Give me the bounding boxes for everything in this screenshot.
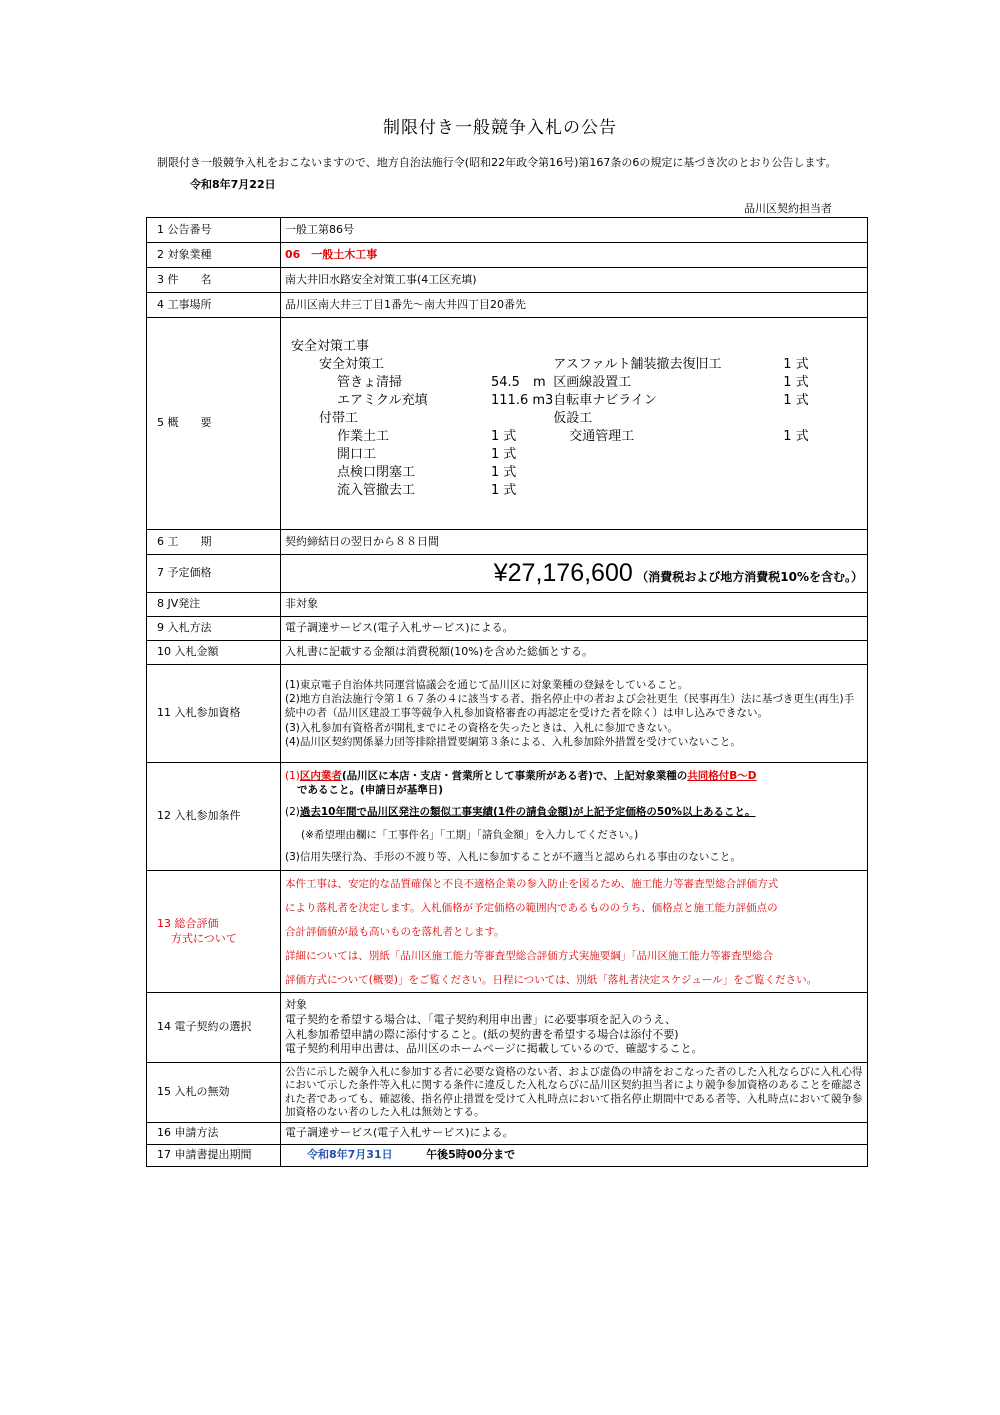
evaluation-text: 合計評価値が最も高いものを落札者とします。 xyxy=(285,925,505,938)
row-label: 9 入札方法 xyxy=(147,617,281,641)
overview-header: 安全対策工事 xyxy=(291,339,370,355)
overview-item: 作業土工 xyxy=(337,429,390,445)
price-cell xyxy=(281,555,868,593)
e-contract-text: 対象 xyxy=(285,997,307,1011)
label-line: 13 総合評価 xyxy=(157,916,219,930)
evaluation-text: により落札者を決定します。入札価格が予定価格の範囲内であるもののうち、価格点と施工能力評価点の xyxy=(285,901,778,914)
row-label: 15 入札の無効 xyxy=(147,1063,281,1123)
row-e-contract xyxy=(147,993,868,1063)
row-conditions xyxy=(147,763,868,871)
row-bid-amount xyxy=(147,641,868,665)
overview-item: 点検口閉塞工 xyxy=(337,465,416,481)
row-project-name xyxy=(147,268,868,293)
condition-2 xyxy=(285,805,863,819)
qualifications-cell xyxy=(281,665,868,763)
row-overview xyxy=(147,318,868,530)
overview-item: 交通管理工 xyxy=(569,429,635,445)
condition-text: 過去10年間で品川区発注の類似工事実績(1件の請負金額)が上記予定価格の50%以上あること。 xyxy=(299,806,756,819)
overview-qty: 1 式 xyxy=(491,465,517,481)
overview-item: 管きょ清掃 xyxy=(337,375,403,391)
row-location xyxy=(147,293,868,318)
qualification-item: (3)入札参加有資格者が開札までにその資格を失ったときは、入札に参加できない。 xyxy=(285,721,678,734)
row-value: 南大井旧水路安全対策工事(4工区充填) xyxy=(281,268,868,293)
overview-cell xyxy=(281,318,868,530)
row-period xyxy=(147,530,868,555)
price-note: （消費税および地方消費税10%を含む。） xyxy=(636,569,863,584)
overview-item: 仮設工 xyxy=(553,411,593,427)
overview-item: 自転車ナビライン xyxy=(553,393,657,409)
deadline-date: 令和8年7月31日 xyxy=(307,1148,393,1162)
row-label: 6 工 期 xyxy=(147,530,281,555)
grade-range: 共同格付B～D xyxy=(687,770,757,783)
qualification-item: (2)地方自治法施行令第１６７条の４に該当する者、指名停止中の者および会社更生（民事再生）法に基づき更生(再生)手続中の者（品川区建設工事等競争入札参加資格審査の再認定を受けた者を除く）は申し込みできない。 xyxy=(285,693,855,720)
row-value: 一般工第86号 xyxy=(281,218,868,243)
qualification-item: (1)東京電子自治体共同運営協議会を通じて品川区に対象業種の登録をしていること。 xyxy=(285,679,689,692)
overview-qty: 1 式 xyxy=(783,357,809,373)
row-label: 10 入札金額 xyxy=(147,641,281,665)
overview-item: エアミクル充填 xyxy=(337,393,428,409)
intro-text: 制限付き一般競争入札をおこないますので、地方自治法施行令(昭和22年政令第16号)第167条の6の規定に基づき次のとおり公告します。 xyxy=(157,156,837,169)
row-invalid-bid xyxy=(147,1063,868,1123)
row-value: 入札書に記載する金額は消費税額(10%)を含めた総価とする。 xyxy=(281,641,868,665)
e-contract-cell xyxy=(281,993,868,1063)
row-value: 電子調達サービス(電子入札サービス)による。 xyxy=(281,1123,868,1145)
row-industry xyxy=(147,243,868,268)
row-label: 8 JV発注 xyxy=(147,593,281,617)
evaluation-cell xyxy=(281,871,868,993)
overview-qty: 1 式 xyxy=(783,393,809,409)
announcement-date: 令和8年7月22日 xyxy=(190,178,276,191)
row-label: 4 工事場所 xyxy=(147,293,281,318)
row-application-period xyxy=(147,1145,868,1167)
condition-text: であること。(申請日が基準日) xyxy=(297,784,444,797)
overview-qty: 1 式 xyxy=(783,429,809,445)
condition-note: (※希望理由欄に「工事件名」「工期」「請負金額」を入力してください。) xyxy=(301,828,639,841)
page-title: 制限付き一般競争入札の公告 xyxy=(383,118,617,138)
overview-qty: 111.6 m3 xyxy=(491,393,554,409)
row-bid-method xyxy=(147,617,868,641)
evaluation-text: 詳細については、別紙「品川区施工能力等審査型総合評価方式実施要綱」「品川区施工能力等審査型総合 xyxy=(285,949,774,962)
overview-qty: 1 式 xyxy=(783,375,809,391)
overview-qty: 1 式 xyxy=(491,483,517,499)
row-value: 品川区南大井三丁目1番先～南大井四丁目20番先 xyxy=(281,293,868,318)
row-value: 契約締結日の翌日から８８日間 xyxy=(281,530,868,555)
row-application-method xyxy=(147,1123,868,1145)
overview-qty: 54.5 m xyxy=(491,375,546,391)
row-qualifications xyxy=(147,665,868,763)
period-cell xyxy=(281,1145,868,1167)
row-value: 非対象 xyxy=(281,593,868,617)
estimated-price: ¥27,176,600 xyxy=(493,558,633,587)
row-label: 7 予定価格 xyxy=(147,555,281,593)
row-label: 1 公告番号 xyxy=(147,218,281,243)
row-jv xyxy=(147,593,868,617)
overview-item: 流入管撤去工 xyxy=(337,483,416,499)
local-business: 区内業者 xyxy=(299,770,342,783)
row-label: 11 入札参加資格 xyxy=(147,665,281,763)
row-value: 電子調達サービス(電子入札サービス)による。 xyxy=(281,617,868,641)
deadline-time: 午後5時00分まで xyxy=(426,1148,516,1162)
row-label: 17 申請書提出期間 xyxy=(147,1145,281,1167)
overview-item: 安全対策工 xyxy=(319,357,385,373)
row-estimated-price xyxy=(147,555,868,593)
condition-3: (3)信用失墜行為、手形の不渡り等、入札に参加することが不適当と認められる事由のないこと。 xyxy=(285,850,741,863)
row-label: 16 申請方法 xyxy=(147,1123,281,1145)
overview-qty: 1 式 xyxy=(491,447,517,463)
e-contract-text: 入札参加希望申請の際に添付すること。(紙の契約書を希望する場合は添付不要) xyxy=(285,1027,679,1041)
row-label: 12 入札参加条件 xyxy=(147,763,281,871)
row-notice-number xyxy=(147,218,868,243)
e-contract-text: 電子契約を希望する場合は、「電子契約利用申出書」に必要事項を記入のうえ、 xyxy=(285,1012,677,1026)
row-value: 06 一般土木工事 xyxy=(281,243,868,268)
label-line: 方式について xyxy=(171,931,237,945)
qualification-item: (4)品川区契約関係暴力団等排除措置要綱第３条による、入札参加除外措置を受けていないこと。 xyxy=(285,735,741,748)
overview-item: 付帯工 xyxy=(319,411,359,427)
row-evaluation xyxy=(147,871,868,993)
condition-number: (1) xyxy=(285,770,300,783)
row-label xyxy=(147,871,281,993)
notice-table xyxy=(146,217,868,1167)
evaluation-text: 評価方式について(概要)」をご覧ください。日程については、別紙「落札者決定スケジュール」をご覧ください。 xyxy=(285,973,818,986)
condition-text: (品川区に本店・支店・営業所として事業所がある者)で、上記対象業種の xyxy=(341,770,688,783)
condition-number: (2) xyxy=(285,806,300,819)
overview-table xyxy=(291,338,809,500)
row-label: 2 対象業種 xyxy=(147,243,281,268)
row-label: 3 件 名 xyxy=(147,268,281,293)
evaluation-text: 本件工事は、安定的な品質確保と不良不適格企業の参入防止を図るため、施工能力等審査型総合評価方式 xyxy=(285,877,779,890)
overview-qty: 1 式 xyxy=(491,429,517,445)
overview-item: 区画線設置工 xyxy=(553,375,632,391)
conditions-cell xyxy=(281,763,868,871)
issuer: 品川区契約担当者 xyxy=(744,202,832,215)
overview-item: 開口工 xyxy=(337,447,377,463)
row-label: 5 概 要 xyxy=(147,318,281,530)
row-label: 14 電子契約の選択 xyxy=(147,993,281,1063)
e-contract-text: 電子契約利用申出書は、品川区のホームページに掲載しているので、確認すること。 xyxy=(285,1042,703,1056)
row-value: 公告に示した競争入札に参加する者に必要な資格のない者、および虚偽の申請をおこなった者のした入札ならびに入札心得において示した条件等入札に関する条件に違反した入札ならびに品川区契約担当者により競争参加資格のあることを確認された者であっても、確認後、指名停止措置を受けて入札時点において指名停止期間中である者等、入札時点において競争参加資格のない者のした入札は無効とする。 xyxy=(281,1063,868,1123)
condition-1 xyxy=(285,769,863,783)
overview-item: アスファルト舗装撤去復旧工 xyxy=(553,357,722,373)
